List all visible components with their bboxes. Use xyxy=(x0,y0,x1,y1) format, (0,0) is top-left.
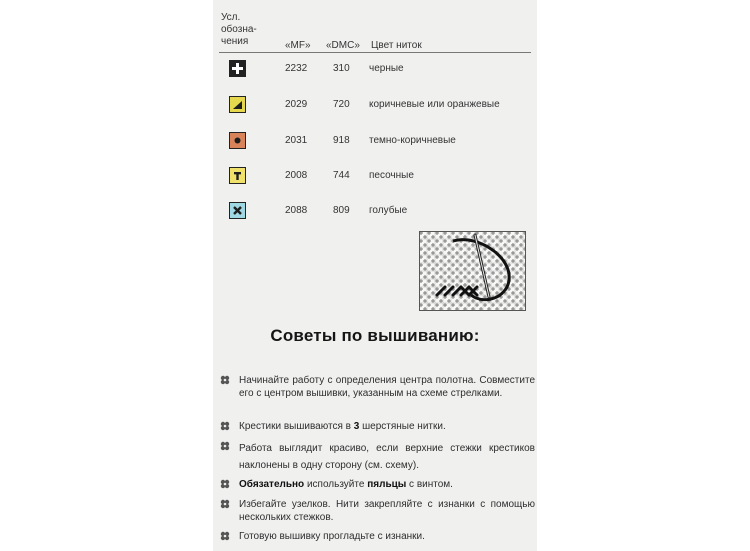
header-color: Цвет ниток xyxy=(371,40,422,51)
thread-color: коричневые или оранжевые xyxy=(369,99,500,110)
stitch-diagram xyxy=(419,231,526,311)
legend-row xyxy=(213,59,537,81)
mf-code: 2088 xyxy=(285,205,308,216)
dmc-code: 310 xyxy=(333,63,350,74)
dmc-code: 720 xyxy=(333,99,350,110)
tip-text: Крестики вышиваются в 3 шерстяные нитки. xyxy=(239,421,446,432)
bold-word: Обязательно xyxy=(239,479,305,490)
tip-text: Начинайте работу с определения центра полотна. Совместите его с центром вышивки, указанным на схеме стрелками. xyxy=(239,375,535,399)
triangle-icon xyxy=(229,96,246,113)
legend-row xyxy=(213,201,537,223)
header-dmc: «DMC» xyxy=(326,40,360,51)
tip-text: Работа выглядит красиво, если верхние стежки крестиков наклонены в одну сторону (см. схему). xyxy=(239,443,535,471)
dot-icon xyxy=(229,132,246,149)
plus-icon xyxy=(229,60,246,77)
mf-code: 2031 xyxy=(285,135,308,146)
flower-bullet-icon xyxy=(219,498,231,510)
thread-color: черные xyxy=(369,63,404,74)
flower-bullet-icon xyxy=(219,420,231,432)
flower-bullet-icon xyxy=(219,440,231,452)
dmc-code: 744 xyxy=(333,170,350,181)
tip-text: Избегайте узелков. Нити закрепляйте с изнанки с помощью нескольких стежков. xyxy=(239,499,535,523)
tips-title: Советы по вышиванию: xyxy=(270,326,480,345)
mf-code: 2008 xyxy=(285,170,308,181)
thread-color: темно-коричневые xyxy=(369,135,456,146)
tip-text: Готовую вышивку прогладьте с изнанки. xyxy=(239,531,425,542)
instruction-sheet xyxy=(213,0,537,551)
header-mf: «MF» xyxy=(285,40,311,51)
bold-count: 3 xyxy=(353,421,360,432)
dmc-code: 918 xyxy=(333,135,350,146)
flower-bullet-icon xyxy=(219,374,231,386)
flower-bullet-icon xyxy=(219,478,231,490)
mf-code: 2232 xyxy=(285,63,308,74)
dmc-code: 809 xyxy=(333,205,350,216)
legend-row xyxy=(213,95,537,117)
header-symbol: Усл. обозна- чения xyxy=(221,12,257,47)
legend-row xyxy=(213,166,537,188)
t-icon xyxy=(229,167,246,184)
bold-word: пяльцы xyxy=(367,479,407,490)
flower-bullet-icon xyxy=(219,530,231,542)
thread-color: песочные xyxy=(369,170,414,181)
thread-color: голубые xyxy=(369,205,408,216)
header-divider xyxy=(219,52,531,53)
tip-text: Обязательно используйте пяльцы с винтом. xyxy=(239,479,453,490)
mf-code: 2029 xyxy=(285,99,308,110)
legend-row xyxy=(213,131,537,153)
cross-icon xyxy=(229,202,246,219)
